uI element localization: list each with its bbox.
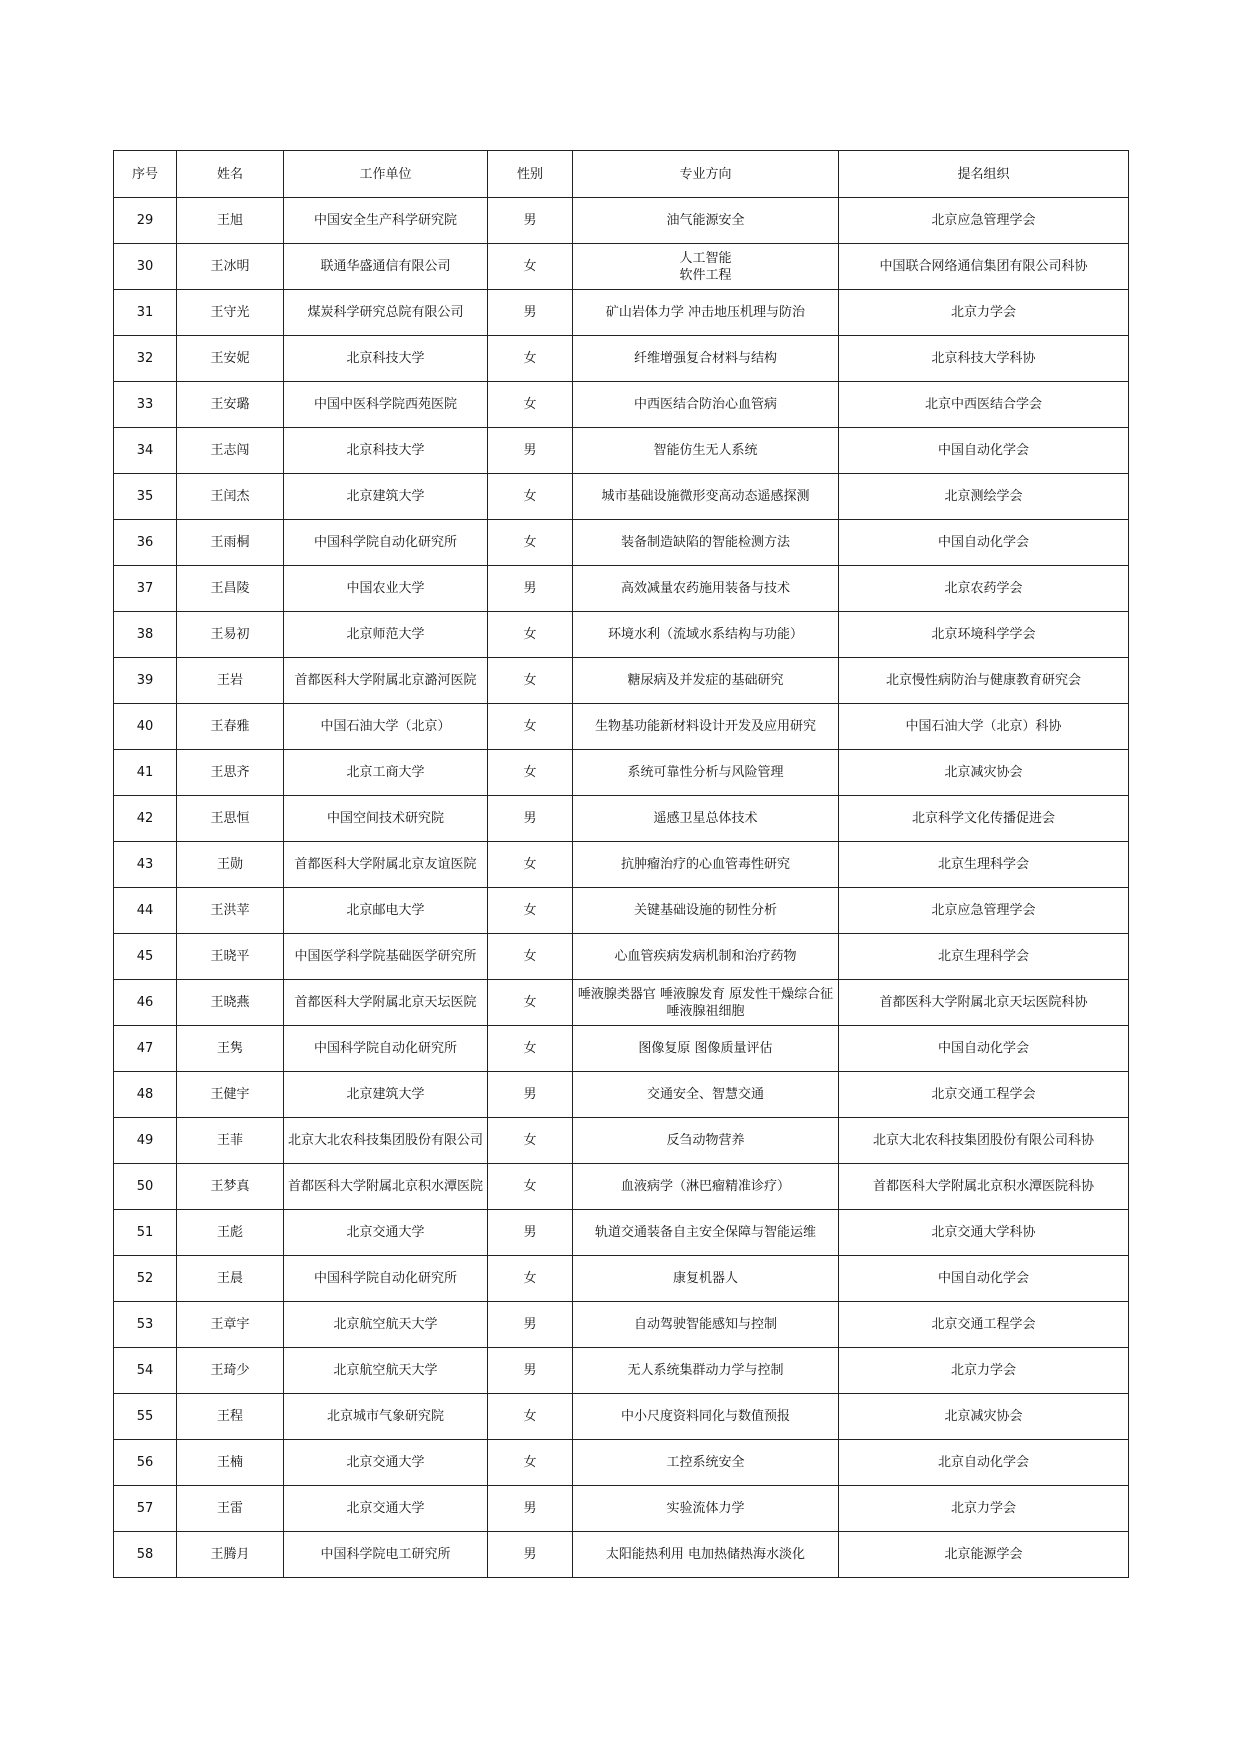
cell-seq: 53 (114, 1302, 177, 1348)
cell-gender: 女 (488, 888, 573, 934)
cell-major: 交通安全、智慧交通 (573, 1072, 839, 1118)
cell-major: 太阳能热利用 电加热储热海水淡化 (573, 1532, 839, 1578)
cell-name: 王勋 (177, 842, 284, 888)
table-header-row (114, 151, 1129, 198)
cell-gender: 女 (488, 980, 573, 1026)
cell-gender: 女 (488, 934, 573, 980)
cell-nominator: 北京测绘学会 (839, 474, 1129, 520)
cell-name: 王洪苹 (177, 888, 284, 934)
cell-unit: 联通华盛通信有限公司 (284, 244, 488, 290)
cell-unit: 中国科学院自动化研究所 (284, 520, 488, 566)
cell-nominator: 北京环境科学学会 (839, 612, 1129, 658)
cell-gender: 女 (488, 658, 573, 704)
cell-name: 王梦真 (177, 1164, 284, 1210)
table-row (114, 1440, 1129, 1486)
cell-gender: 女 (488, 382, 573, 428)
cell-name: 王程 (177, 1394, 284, 1440)
cell-gender: 男 (488, 428, 573, 474)
cell-seq: 56 (114, 1440, 177, 1486)
cell-unit: 中国医学科学院基础医学研究所 (284, 934, 488, 980)
cell-name: 王易初 (177, 612, 284, 658)
table-row (114, 244, 1129, 290)
cell-seq: 50 (114, 1164, 177, 1210)
cell-unit: 北京交通大学 (284, 1486, 488, 1532)
cell-nominator: 中国联合网络通信集团有限公司科协 (839, 244, 1129, 290)
table-row (114, 934, 1129, 980)
cell-gender: 女 (488, 244, 573, 290)
header-seq: 序号 (114, 151, 177, 198)
cell-unit: 北京科技大学 (284, 336, 488, 382)
cell-name: 王健宇 (177, 1072, 284, 1118)
cell-seq: 54 (114, 1348, 177, 1394)
cell-nominator: 北京能源学会 (839, 1532, 1129, 1578)
cell-unit: 北京建筑大学 (284, 474, 488, 520)
cell-name: 王春雅 (177, 704, 284, 750)
cell-nominator: 北京减灾协会 (839, 1394, 1129, 1440)
cell-major: 城市基础设施微形变高动态遥感探测 (573, 474, 839, 520)
cell-gender: 女 (488, 1026, 573, 1072)
cell-name: 王彪 (177, 1210, 284, 1256)
cell-seq: 41 (114, 750, 177, 796)
cell-nominator: 北京力学会 (839, 290, 1129, 336)
cell-major: 自动驾驶智能感知与控制 (573, 1302, 839, 1348)
cell-name: 王楠 (177, 1440, 284, 1486)
cell-gender: 女 (488, 1164, 573, 1210)
cell-unit: 北京邮电大学 (284, 888, 488, 934)
cell-seq: 32 (114, 336, 177, 382)
cell-seq: 58 (114, 1532, 177, 1578)
cell-name: 王晓燕 (177, 980, 284, 1026)
cell-seq: 29 (114, 198, 177, 244)
cell-unit: 北京交通大学 (284, 1210, 488, 1256)
cell-major: 轨道交通装备自主安全保障与智能运维 (573, 1210, 839, 1256)
cell-major: 康复机器人 (573, 1256, 839, 1302)
cell-major: 油气能源安全 (573, 198, 839, 244)
nominee-table (113, 150, 1129, 1578)
cell-nominator: 中国石油大学（北京）科协 (839, 704, 1129, 750)
cell-major: 血液病学（淋巴瘤精准诊疗） (573, 1164, 839, 1210)
cell-nominator: 中国自动化学会 (839, 520, 1129, 566)
cell-major: 纤维增强复合材料与结构 (573, 336, 839, 382)
cell-unit: 首都医科大学附属北京潞河医院 (284, 658, 488, 704)
cell-unit: 中国中医科学院西苑医院 (284, 382, 488, 428)
cell-name: 王守光 (177, 290, 284, 336)
table-row (114, 980, 1129, 1026)
cell-unit: 中国石油大学（北京） (284, 704, 488, 750)
cell-nominator: 北京减灾协会 (839, 750, 1129, 796)
cell-name: 王冰明 (177, 244, 284, 290)
cell-nominator: 中国自动化学会 (839, 1256, 1129, 1302)
cell-name: 王晨 (177, 1256, 284, 1302)
cell-gender: 女 (488, 1118, 573, 1164)
table-row (114, 428, 1129, 474)
cell-name: 王思齐 (177, 750, 284, 796)
table-row (114, 1026, 1129, 1072)
table-row (114, 1118, 1129, 1164)
table-row (114, 658, 1129, 704)
table-row (114, 612, 1129, 658)
cell-nominator: 北京交通工程学会 (839, 1302, 1129, 1348)
cell-seq: 31 (114, 290, 177, 336)
cell-seq: 36 (114, 520, 177, 566)
table-row (114, 1394, 1129, 1440)
table-row (114, 888, 1129, 934)
table-body (114, 198, 1129, 1578)
cell-gender: 男 (488, 1072, 573, 1118)
cell-nominator: 北京交通工程学会 (839, 1072, 1129, 1118)
cell-seq: 47 (114, 1026, 177, 1072)
table-row (114, 520, 1129, 566)
cell-nominator: 北京生理科学会 (839, 934, 1129, 980)
cell-gender: 女 (488, 1440, 573, 1486)
cell-major: 智能仿生无人系统 (573, 428, 839, 474)
cell-major: 矿山岩体力学 冲击地压机理与防治 (573, 290, 839, 336)
cell-gender: 女 (488, 1394, 573, 1440)
cell-nominator: 北京慢性病防治与健康教育研究会 (839, 658, 1129, 704)
cell-unit: 中国科学院电工研究所 (284, 1532, 488, 1578)
header-unit: 工作单位 (284, 151, 488, 198)
cell-unit: 北京工商大学 (284, 750, 488, 796)
cell-name: 王安璐 (177, 382, 284, 428)
cell-name: 王安妮 (177, 336, 284, 382)
table-row (114, 290, 1129, 336)
cell-nominator: 北京力学会 (839, 1486, 1129, 1532)
cell-seq: 43 (114, 842, 177, 888)
cell-seq: 44 (114, 888, 177, 934)
cell-major: 反刍动物营养 (573, 1118, 839, 1164)
cell-gender: 男 (488, 1302, 573, 1348)
cell-nominator: 北京应急管理学会 (839, 198, 1129, 244)
cell-unit: 中国安全生产科学研究院 (284, 198, 488, 244)
cell-seq: 52 (114, 1256, 177, 1302)
cell-unit: 中国科学院自动化研究所 (284, 1026, 488, 1072)
cell-gender: 男 (488, 290, 573, 336)
cell-name: 王昌陵 (177, 566, 284, 612)
cell-seq: 33 (114, 382, 177, 428)
cell-major: 环境水利（流域水系结构与功能） (573, 612, 839, 658)
cell-nominator: 北京交通大学科协 (839, 1210, 1129, 1256)
cell-major: 生物基功能新材料设计开发及应用研究 (573, 704, 839, 750)
table-row (114, 1256, 1129, 1302)
cell-seq: 35 (114, 474, 177, 520)
cell-major: 中小尺度资料同化与数值预报 (573, 1394, 839, 1440)
cell-name: 王琦少 (177, 1348, 284, 1394)
cell-nominator: 首都医科大学附属北京积水潭医院科协 (839, 1164, 1129, 1210)
table-row (114, 1348, 1129, 1394)
cell-gender: 男 (488, 198, 573, 244)
cell-unit: 首都医科大学附属北京天坛医院 (284, 980, 488, 1026)
header-major: 专业方向 (573, 151, 839, 198)
header-name: 姓名 (177, 151, 284, 198)
cell-name: 王菲 (177, 1118, 284, 1164)
cell-major: 唾液腺类器官 唾液腺发育 原发性干燥综合征 唾液腺祖细胞 (573, 980, 839, 1026)
header-gender: 性别 (488, 151, 573, 198)
cell-nominator: 北京科技大学科协 (839, 336, 1129, 382)
cell-name: 王思恒 (177, 796, 284, 842)
cell-seq: 45 (114, 934, 177, 980)
cell-major: 遥感卫星总体技术 (573, 796, 839, 842)
cell-unit: 煤炭科学研究总院有限公司 (284, 290, 488, 336)
cell-gender: 女 (488, 612, 573, 658)
cell-gender: 男 (488, 1210, 573, 1256)
cell-unit: 北京交通大学 (284, 1440, 488, 1486)
cell-name: 王雷 (177, 1486, 284, 1532)
cell-seq: 51 (114, 1210, 177, 1256)
cell-unit: 中国空间技术研究院 (284, 796, 488, 842)
table-row (114, 704, 1129, 750)
cell-nominator: 中国自动化学会 (839, 1026, 1129, 1072)
cell-gender: 女 (488, 336, 573, 382)
table-row (114, 382, 1129, 428)
cell-nominator: 北京科学文化传播促进会 (839, 796, 1129, 842)
cell-nominator: 首都医科大学附属北京天坛医院科协 (839, 980, 1129, 1026)
cell-name: 王腾月 (177, 1532, 284, 1578)
cell-unit: 首都医科大学附属北京友谊医院 (284, 842, 488, 888)
cell-major: 人工智能 软件工程 (573, 244, 839, 290)
table-row (114, 842, 1129, 888)
cell-major: 中西医结合防治心血管病 (573, 382, 839, 428)
cell-major: 高效减量农药施用装备与技术 (573, 566, 839, 612)
table-row (114, 566, 1129, 612)
cell-gender: 男 (488, 1532, 573, 1578)
cell-gender: 女 (488, 842, 573, 888)
cell-seq: 55 (114, 1394, 177, 1440)
cell-unit: 首都医科大学附属北京积水潭医院 (284, 1164, 488, 1210)
cell-major: 心血管疾病发病机制和治疗药物 (573, 934, 839, 980)
cell-name: 王志闯 (177, 428, 284, 474)
cell-name: 王旭 (177, 198, 284, 244)
table-row (114, 1072, 1129, 1118)
cell-seq: 40 (114, 704, 177, 750)
cell-nominator: 北京大北农科技集团股份有限公司科协 (839, 1118, 1129, 1164)
cell-nominator: 北京农药学会 (839, 566, 1129, 612)
cell-seq: 48 (114, 1072, 177, 1118)
cell-seq: 30 (114, 244, 177, 290)
cell-nominator: 北京生理科学会 (839, 842, 1129, 888)
cell-unit: 北京城市气象研究院 (284, 1394, 488, 1440)
cell-seq: 46 (114, 980, 177, 1026)
cell-gender: 女 (488, 474, 573, 520)
table-row (114, 1532, 1129, 1578)
cell-nominator: 中国自动化学会 (839, 428, 1129, 474)
cell-nominator: 北京力学会 (839, 1348, 1129, 1394)
table-row (114, 750, 1129, 796)
cell-major: 实验流体力学 (573, 1486, 839, 1532)
table-row (114, 1210, 1129, 1256)
cell-name: 王隽 (177, 1026, 284, 1072)
cell-major: 装备制造缺陷的智能检测方法 (573, 520, 839, 566)
table-row (114, 1302, 1129, 1348)
cell-gender: 女 (488, 1256, 573, 1302)
cell-seq: 37 (114, 566, 177, 612)
cell-major: 工控系统安全 (573, 1440, 839, 1486)
cell-gender: 男 (488, 1486, 573, 1532)
cell-unit: 中国农业大学 (284, 566, 488, 612)
cell-nominator: 北京自动化学会 (839, 1440, 1129, 1486)
cell-seq: 34 (114, 428, 177, 474)
cell-nominator: 北京应急管理学会 (839, 888, 1129, 934)
cell-unit: 北京建筑大学 (284, 1072, 488, 1118)
cell-major: 关键基础设施的韧性分析 (573, 888, 839, 934)
table-row (114, 336, 1129, 382)
table-row (114, 474, 1129, 520)
cell-major: 糖尿病及并发症的基础研究 (573, 658, 839, 704)
cell-unit: 北京大北农科技集团股份有限公司 (284, 1118, 488, 1164)
cell-unit: 中国科学院自动化研究所 (284, 1256, 488, 1302)
cell-major: 图像复原 图像质量评估 (573, 1026, 839, 1072)
cell-unit: 北京师范大学 (284, 612, 488, 658)
cell-gender: 男 (488, 1348, 573, 1394)
cell-seq: 49 (114, 1118, 177, 1164)
cell-seq: 42 (114, 796, 177, 842)
cell-major: 抗肿瘤治疗的心血管毒性研究 (573, 842, 839, 888)
table-row (114, 796, 1129, 842)
cell-gender: 女 (488, 520, 573, 566)
table-row (114, 1486, 1129, 1532)
cell-unit: 北京科技大学 (284, 428, 488, 474)
cell-name: 王章宇 (177, 1302, 284, 1348)
cell-nominator: 北京中西医结合学会 (839, 382, 1129, 428)
cell-gender: 男 (488, 796, 573, 842)
table-row (114, 198, 1129, 244)
cell-gender: 男 (488, 566, 573, 612)
cell-name: 王雨桐 (177, 520, 284, 566)
cell-major: 无人系统集群动力学与控制 (573, 1348, 839, 1394)
table-row (114, 1164, 1129, 1210)
cell-seq: 39 (114, 658, 177, 704)
cell-name: 王晓平 (177, 934, 284, 980)
cell-gender: 女 (488, 704, 573, 750)
cell-gender: 女 (488, 750, 573, 796)
cell-name: 王闰杰 (177, 474, 284, 520)
header-nominator: 提名组织 (839, 151, 1129, 198)
cell-name: 王岩 (177, 658, 284, 704)
cell-major: 系统可靠性分析与风险管理 (573, 750, 839, 796)
cell-seq: 57 (114, 1486, 177, 1532)
cell-seq: 38 (114, 612, 177, 658)
cell-unit: 北京航空航天大学 (284, 1348, 488, 1394)
cell-unit: 北京航空航天大学 (284, 1302, 488, 1348)
